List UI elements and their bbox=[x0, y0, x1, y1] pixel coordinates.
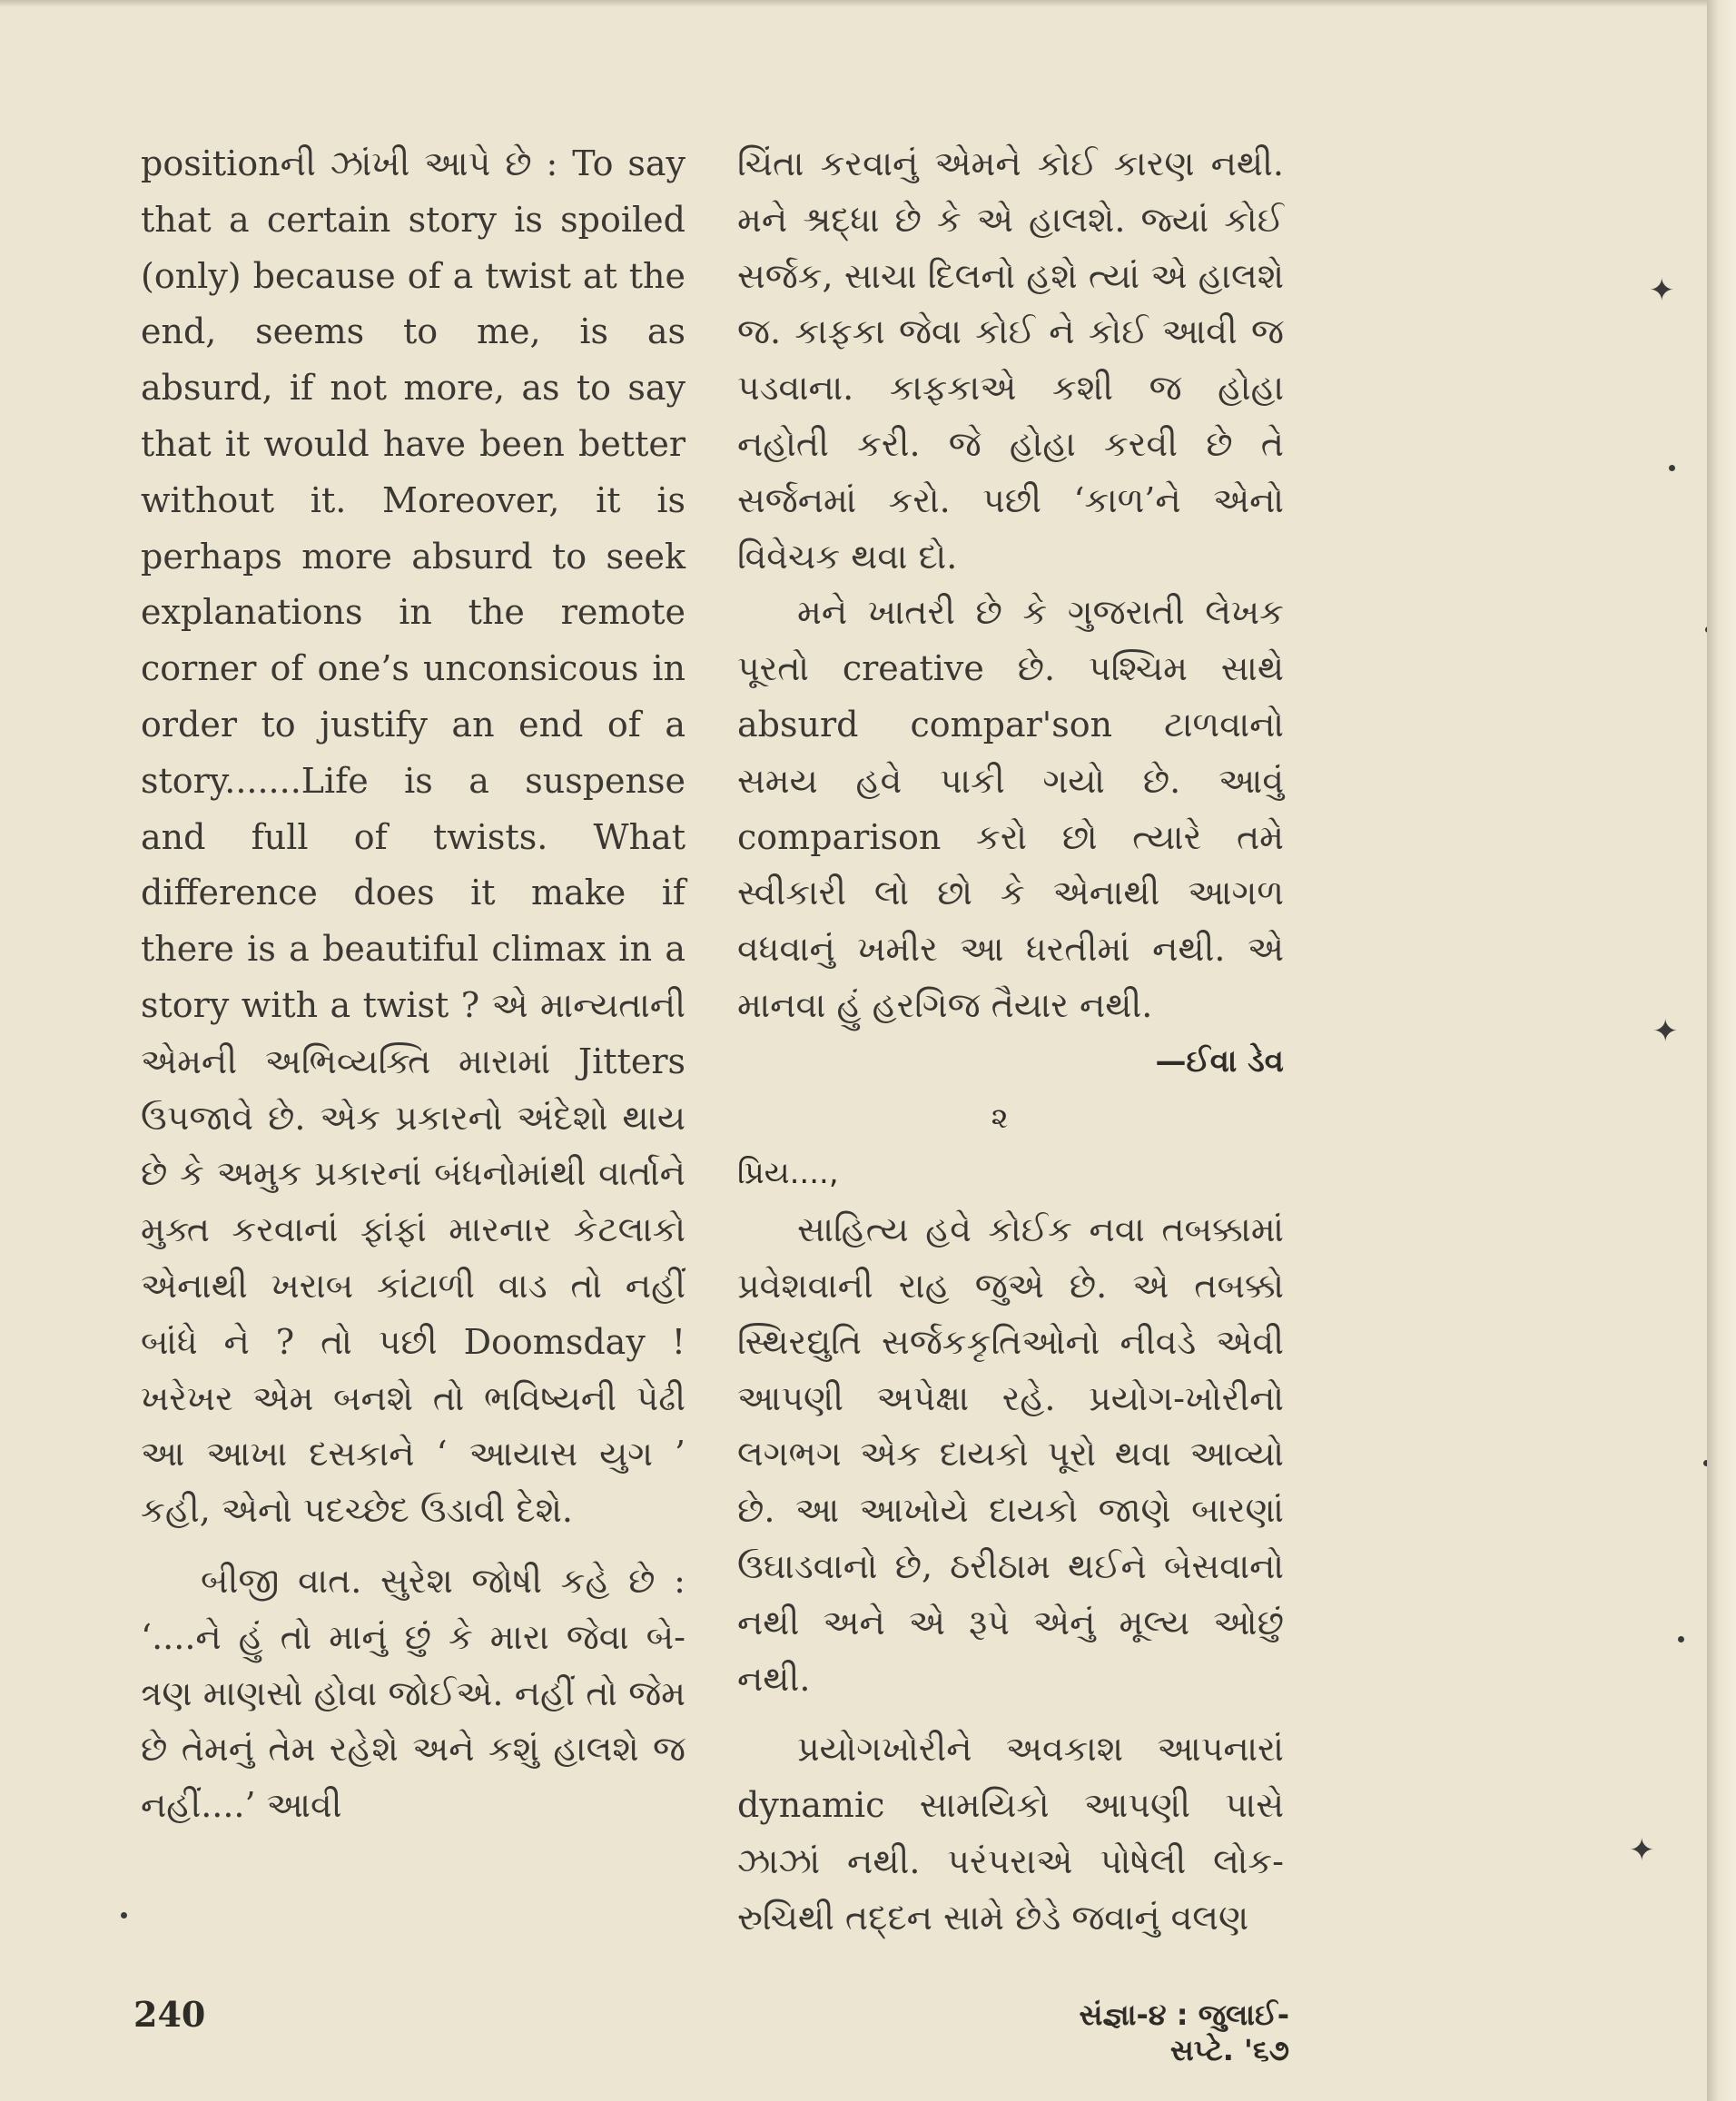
left-paragraph-2: બીજી વાત. સુરેશ જોષી કહે છે : ‘....ને હું તો માનું છું કે મારા જેવા બે-ત્રણ માણસો હોવા જોઈએ. નહીં તો જેમ છે તેમનું તેમ રહેશે અને કશું હાલશે જ નહીં....’ આવી bbox=[141, 1560, 686, 1826]
section-number: ૨ bbox=[991, 1100, 1009, 1135]
right-paragraph-2: મને ખાતરી છે કે ગુજરાતી લેખક પૂરતો creative છે. પશ્ચિમ સાથે absurd compar'son ટાળવાનો સમય હવે પાકી ગયો છે. આવું comparison કરો છો ત્યારે તમે સ્વીકારી લો છો કે એનાથી આગળ વધવાનું ખમીર આ ધરતીમાં નથી. એ માનવા હું હરગિજ તૈયાર નથી. bbox=[737, 592, 1284, 1025]
left-column bbox=[141, 136, 686, 1834]
right-column bbox=[737, 136, 1284, 1947]
right-paragraph-3: સાહિત્ય હવે કોઈક નવા તબક્કામાં પ્રવેશવાની રાહ જુએ છે. એ તબક્કો સ્થિરદ્યુતિ સર્જકકૃતિઓનો નીવડે એવી આપણી અપેક્ષા રહે. પ્રયોગ-ખોરીનો લગભગ એક દાયકો પૂરો થવા આવ્યો છે. આ આખોયે દાયકો જાણે બારણાં ઉઘાડવાનો છે, ઠરીઠામ થઈને બેસવાનો નથી અને એ રૂપે એનું મૂલ્ય ઓછું નથી. bbox=[737, 1209, 1284, 1699]
margin-dot-icon bbox=[121, 1912, 127, 1919]
margin-dot-icon bbox=[1669, 465, 1675, 471]
letter-signature: —ઈવા ડેવ bbox=[1155, 1042, 1284, 1080]
left-paragraph-1: positionની ઝાંખી આપે છે : To say that a certain story is spoiled (only) because of a twist at the end, seems to me, is as absurd, if not more, as to say that it would have been better without it. Moreover, it is perhaps more absurd to seek explanations in the remote corner of one’s unconsicous in order to justify an end of a story.......Life is a suspense and full of twists. What difference does it make if there is a beautiful climax in a story with a twist ? એ માન્યતાની એમની અભિવ્યક્તિ મારામાં Jitters ઉપજાવે છે. એક પ્રકારનો અંદેશો થાય છે કે અમુક પ્રકારનાં બંધનોમાંથી વાર્તાને મુક્ત કરવાનાં ફાંફાં મારનાર કેટલાકો એનાથી ખરાબ કાંટાળી વાડ તો નહીં બાંધે ને ? તો પછી Doomsday ! ખરેખર એમ બનશે તો ભવિષ્યની પેઢી આ આખા દસકાને ‘ આયાસ યુગ ’ કહી, એનો પદચ્છેદ ઉડાવી દેશે. bbox=[141, 143, 686, 1531]
margin-ink-mark-icon: ✦ bbox=[1629, 1832, 1655, 1869]
right-paragraph-1: ચિંતા કરવાનું એમને કોઈ કારણ નથી. મને શ્રદ્ધા છે કે એ હાલશે. જ્યાં કોઈ સર્જક, સાચા દિલનો હશે ત્યાં એ હાલશે જ. કાફકા જેવા કોઈ ને કોઈ આવી જ પડવાના. કાફકાએ કશી જ હોહા નહોતી કરી. જે હોહા કરવી છે તે સર્જનમાં કરો. પછી ‘કાળ’ને એનો વિવેચક થવા દો. bbox=[737, 143, 1284, 577]
margin-dot-icon bbox=[1678, 1636, 1684, 1642]
margin-ink-mark-icon: ✦ bbox=[1652, 1013, 1679, 1050]
right-paragraph-4: પ્રયોગખોરીને અવકાશ આપનારાં dynamic સામયિકો આપણી પાસે ઝાઝાં નથી. પરંપરાએ પોષેલી લોક-રુચિથી તદ્દન સામે છેડે જવાનું વલણ bbox=[737, 1729, 1284, 1938]
running-footer: સંજ્ઞા-૪ : જુલાઈ-સપ્ટે. '૬૭ bbox=[1079, 1997, 1289, 2067]
letter-salutation: પ્રિય...., bbox=[737, 1155, 839, 1192]
page-top-shadow bbox=[0, 0, 1721, 7]
page-number: 240 bbox=[133, 1994, 206, 2035]
margin-ink-mark-icon: ✦ bbox=[1649, 272, 1675, 309]
page-edge bbox=[1707, 0, 1736, 2101]
